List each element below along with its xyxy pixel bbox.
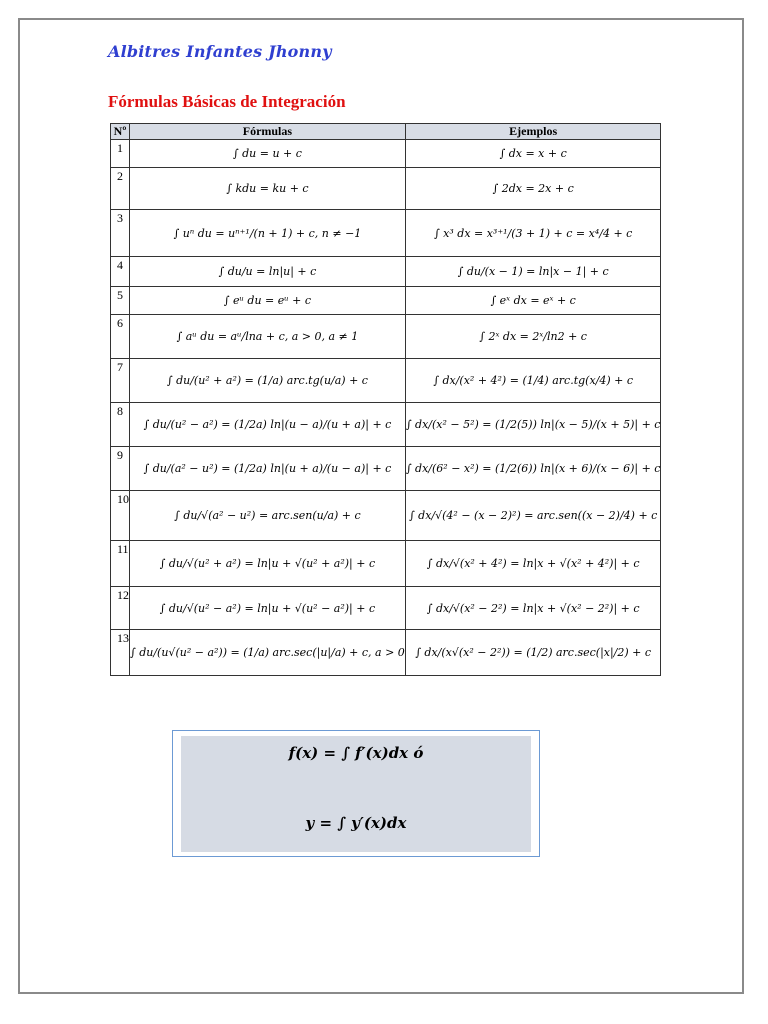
row-formula: ∫ eᵘ du = eᵘ + c — [130, 287, 406, 315]
row-number: 5 — [111, 287, 130, 315]
table-row — [111, 287, 661, 315]
summary-panel — [181, 736, 531, 852]
table-row — [111, 210, 661, 257]
table-row — [111, 257, 661, 287]
row-number: 11 — [111, 541, 130, 587]
table-row — [111, 630, 661, 676]
table-row — [111, 491, 661, 541]
row-number: 10 — [111, 491, 130, 541]
table-row — [111, 587, 661, 630]
summary-formula-f: f(x) = ∫ f′(x)dx ó — [288, 744, 424, 762]
row-number: 8 — [111, 403, 130, 447]
row-formula: ∫ du/(u² + a²) = (1/a) arc.tg(u/a) + c — [130, 359, 406, 403]
table-row — [111, 359, 661, 403]
row-number: 1 — [111, 140, 130, 168]
row-number: 6 — [111, 315, 130, 359]
integration-formulas-table — [110, 123, 661, 676]
row-formula: ∫ du/(u√(u² − a²)) = (1/a) arc.sec(|u|/a) + c, a > 0 — [130, 630, 406, 676]
row-number: 2 — [111, 168, 130, 210]
row-example: ∫ dx/(x² − 5²) = (1/2(5)) ln|(x − 5)/(x + 5)| + c — [405, 403, 661, 447]
header-examples: Ejemplos — [405, 124, 661, 140]
row-example: ∫ dx = x + c — [405, 140, 661, 168]
row-number: 3 — [111, 210, 130, 257]
row-number: 7 — [111, 359, 130, 403]
row-example: ∫ dx/√(4² − (x − 2)²) = arc.sen((x − 2)/4) + c — [405, 491, 661, 541]
row-formula: ∫ du/√(u² − a²) = ln|u + √(u² − a²)| + c — [130, 587, 406, 630]
table-row — [111, 315, 661, 359]
table-row — [111, 447, 661, 491]
row-formula: ∫ du/u = ln|u| + c — [130, 257, 406, 287]
row-example: ∫ dx/√(x² − 2²) = ln|x + √(x² − 2²)| + c — [405, 587, 661, 630]
row-number: 9 — [111, 447, 130, 491]
table-row — [111, 168, 661, 210]
row-formula: ∫ du/(a² − u²) = (1/2a) ln|(u + a)/(u − a)| + c — [130, 447, 406, 491]
author-name: Albitres Infantes Jhonny — [108, 42, 332, 61]
table-header-row — [111, 124, 661, 140]
document-title: Fórmulas Básicas de Integración — [108, 92, 346, 111]
row-number: 4 — [111, 257, 130, 287]
row-formula: ∫ du/√(a² − u²) = arc.sen(u/a) + c — [130, 491, 406, 541]
row-example: ∫ dx/(x√(x² − 2²)) = (1/2) arc.sec(|x|/2) + c — [405, 630, 661, 676]
header-formulas: Fórmulas — [130, 124, 406, 140]
row-formula: ∫ du/√(u² + a²) = ln|u + √(u² + a²)| + c — [130, 541, 406, 587]
row-formula: ∫ du/(u² − a²) = (1/2a) ln|(u − a)/(u + a)| + c — [130, 403, 406, 447]
summary-box — [172, 730, 540, 857]
row-formula: ∫ du = u + c — [130, 140, 406, 168]
row-example: ∫ dx/(x² + 4²) = (1/4) arc.tg(x/4) + c — [405, 359, 661, 403]
row-number: 13 — [111, 630, 130, 676]
header-number: Nº — [111, 124, 130, 140]
row-example: ∫ 2dx = 2x + c — [405, 168, 661, 210]
row-example: ∫ du/(x − 1) = ln|x − 1| + c — [405, 257, 661, 287]
table-row — [111, 403, 661, 447]
row-example: ∫ dx/(6² − x²) = (1/2(6)) ln|(x + 6)/(x − 6)| + c — [405, 447, 661, 491]
summary-formula-y: y = ∫ y′(x)dx — [305, 814, 407, 832]
row-example: ∫ eˣ dx = eˣ + c — [405, 287, 661, 315]
row-formula: ∫ uⁿ du = uⁿ⁺¹/(n + 1) + c, n ≠ −1 — [130, 210, 406, 257]
row-example: ∫ x³ dx = x³⁺¹/(3 + 1) + c = x⁴/4 + c — [405, 210, 661, 257]
table-row — [111, 140, 661, 168]
row-formula: ∫ kdu = ku + c — [130, 168, 406, 210]
table-row — [111, 541, 661, 587]
row-formula: ∫ aᵘ du = aᵘ/lna + c, a > 0, a ≠ 1 — [130, 315, 406, 359]
row-example: ∫ dx/√(x² + 4²) = ln|x + √(x² + 4²)| + c — [405, 541, 661, 587]
row-example: ∫ 2ˣ dx = 2ˣ/ln2 + c — [405, 315, 661, 359]
row-number: 12 — [111, 587, 130, 630]
